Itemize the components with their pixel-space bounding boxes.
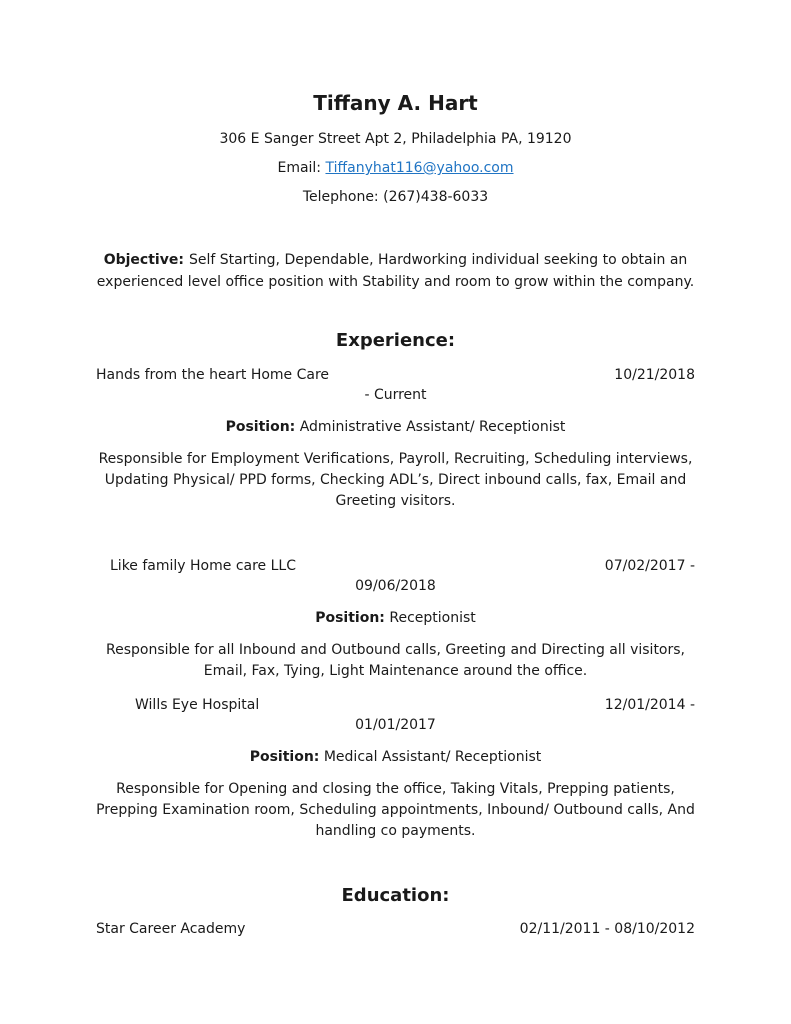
position-label: Position:	[315, 610, 385, 626]
job-position-line	[96, 418, 695, 436]
education-entry	[96, 920, 695, 938]
position-label: Position:	[249, 749, 320, 765]
job-position-line	[96, 609, 695, 627]
job-entry	[96, 695, 695, 842]
job-date-continuation: 01/01/2017	[355, 717, 436, 733]
job-description: Responsible for all Inbound and Outbound calls, Greeting and Directing all visitors, Email, Fax, Tying, Light Maintenance around the office.	[106, 642, 685, 679]
job-date-continuation: 09/06/2018	[355, 578, 436, 594]
phone-line	[96, 189, 695, 206]
company-name: Hands from the heart Home Care	[96, 367, 330, 383]
email-label: Email:	[277, 160, 322, 176]
job-position-line	[96, 748, 695, 766]
job-description: Responsible for Employment Verifications, Payroll, Recruiting, Scheduling interviews, Updating Physical/ PPD forms, Checking ADL’s, Direct inbound calls, fax, Email and Greeting visitors.	[98, 451, 693, 509]
position-label: Position:	[225, 419, 296, 435]
position-title: Receptionist	[389, 610, 476, 626]
job-entry	[96, 556, 695, 682]
objective-label: Objective:	[103, 252, 184, 268]
phone-label: Telephone:	[302, 189, 379, 205]
job-head	[96, 556, 695, 576]
experience-heading: Experience:	[335, 330, 456, 351]
objective-text: Self Starting, Dependable, Hardworking individual seeking to obtain an experienced level office position with Stability and room to grow within the company.	[96, 252, 695, 290]
job-date: 12/01/2014 -	[604, 697, 695, 713]
company-name: Wills Eye Hospital	[135, 697, 260, 713]
person-name: Tiffany A. Hart	[313, 91, 478, 115]
job-head	[96, 695, 695, 715]
job-date-continuation: - Current	[364, 387, 427, 403]
address-line: 306 E Sanger Street Apt 2, Philadelphia PA, 19120	[219, 131, 572, 147]
resume-header	[96, 91, 695, 206]
education-dates: 02/11/2011 - 08/10/2012	[519, 921, 695, 937]
job-head	[96, 365, 695, 385]
job-date: 07/02/2017 -	[604, 558, 695, 574]
education-heading: Education:	[341, 885, 450, 906]
phone-number: (267)438-6033	[383, 189, 489, 205]
position-title: Medical Assistant/ Receptionist	[323, 749, 542, 765]
email-line	[96, 160, 695, 177]
job-entry	[96, 365, 695, 512]
email-link[interactable]: Tiffanyhat116@yahoo.com	[325, 160, 514, 176]
job-date: 10/21/2018	[614, 367, 695, 383]
company-name: Like family Home care LLC	[110, 558, 296, 574]
job-description: Responsible for Opening and closing the office, Taking Vitals, Prepping patients, Prepping Examination room, Scheduling appointments, Inbound/ Outbound calls, And handling co payments.	[96, 781, 695, 839]
position-title: Administrative Assistant/ Receptionist	[299, 419, 566, 435]
school-name: Star Career Academy	[96, 921, 246, 937]
objective-paragraph	[96, 249, 695, 293]
